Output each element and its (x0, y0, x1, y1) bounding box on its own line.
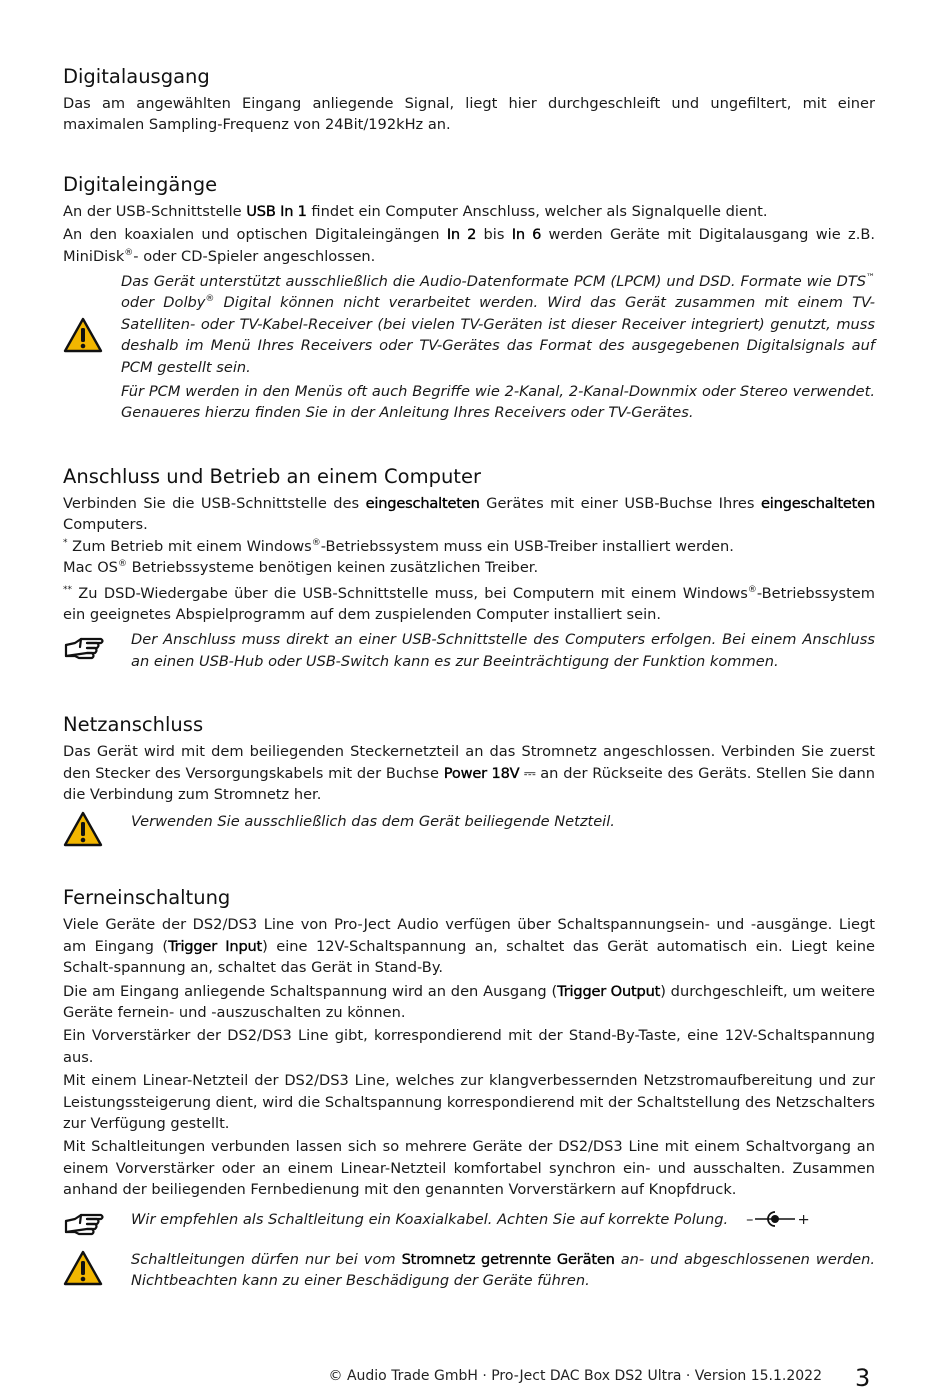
section-ferneinschaltung (63, 885, 875, 1291)
paragraph: An der USB-Schnittstelle USB In 1 findet ein Computer Anschluss, welcher als Signalquelle dient. (63, 202, 768, 220)
heading-digitalausgang: Digitalausgang (63, 65, 210, 88)
paragraph: Verbinden Sie die USB-Schnittstelle des eingeschalteten Gerätes mit einer USB-Buchse Ihres eingeschalteten Computers. (63, 494, 876, 534)
section-digitalausgang (63, 64, 875, 136)
paragraph: * Zum Betrieb mit einem Windows®-Betriebssystem muss ein USB-Treiber installiert werden. (63, 537, 734, 555)
warning-note: Schaltleitungen dürfen nur bei vom Stromnetz getrennte Geräten an- und abgeschlossenen werden. Nichtbeachten kann zu einer Beschädigung der Geräte führen. (63, 1249, 875, 1292)
heading-netzanschluss: Netzanschluss (63, 713, 204, 737)
heading-computer: Anschluss und Betrieb an einem Computer (63, 464, 481, 488)
document-page (63, 64, 875, 1291)
warning-triangle-icon (63, 1250, 103, 1290)
heading-ferneinschaltung: Ferneinschaltung (63, 886, 231, 910)
section-digitaleingaenge (63, 172, 875, 424)
paragraph: An den koaxialen und optischen Digitaleingängen In 2 bis In 6 werden Geräte mit Digitalausgang wie z.B. MiniDisk®- oder CD-Spieler angeschlossen. (63, 226, 875, 265)
pointing-hand-icon (63, 1209, 105, 1245)
section-computer (63, 464, 875, 672)
page-number: 3 (855, 1364, 871, 1392)
section-netzanschluss (63, 712, 875, 845)
paragraph: Mac OS® Betriebssysteme benötigen keinen zusätzlichen Treiber. (63, 559, 539, 577)
paragraph: Mit einem Linear-Netzteil der DS2/DS3 Line, welches zur klangverbessernden Netzstromaufbereitung und zur Leistungssteigerung dient, wird die Schaltspannung korrespondierend mit der Schaltstellung des Netzschalters zur Verfügung gestellt. (63, 1072, 875, 1132)
paragraph: Das am angewählten Eingang anliegende Signal, liegt hier durchgeschleift und ungefiltert, mit einer maximalen Sampling-Frequenz von 24Bit/192kHz an. (63, 95, 875, 134)
paragraph: Die am Eingang anliegende Schaltspannung wird an den Ausgang (Trigger Output) durchgeschleift, um weitere Geräte fernein- und -auszuschalten zu können. (63, 982, 875, 1021)
paragraph: ** Zu DSD-Wiedergabe über die USB-Schnittstelle muss, bei Computern mit einem Windows®-Betriebssystem ein geeignetes Abspielprogramm auf dem zuspielenden Computer installiert sein. (63, 584, 875, 623)
warning-note: Das Gerät unterstützt ausschließlich die Audio-Datenformate PCM (LPCM) und DSD. Formate wie DTS™ oder Dolby® Digital können nicht verarbeitet werden. Wird das Gerät zusammen mit einem TV-Satelliten- oder TV-Kabel-Receiver (bei vielen TV-Geräten ist dieser Receiver integriert) genutzt, muss deshalb im Menü Ihres Receivers oder TV-Gerätes das Format des ausgegebenen Digitalsignals auf PCM gestellt sein. Für PCM werden in den Menüs oft auch Begriffe wie 2-Kanal, 2-Kanal-Downmix oder Stereo verwendet. Genaueres hierzu finden Sie in der Anleitung Ihres Receivers oder TV-Gerätes. (63, 271, 875, 424)
page-footer (0, 1364, 950, 1394)
heading-digitaleingaenge: Digitaleingänge (63, 172, 218, 196)
pointing-hand-icon (63, 633, 105, 669)
warning-triangle-icon (63, 317, 103, 357)
hint-note: Wir empfehlen als Schaltleitung ein Koaxialkabel. Achten Sie auf korrekte Polung. – + (63, 1209, 875, 1239)
paragraph: Das Gerät wird mit dem beiliegenden Steckernetzteil an das Stromnetz angeschlossen. Verbinden Sie zuerst den Stecker des Versorgungskabels mit der Buchse Power 18V ⎓ an der Rückseite des Geräts. Stellen Sie dann die Verbindung zum Stromnetz her. (63, 743, 875, 803)
hint-note: Der Anschluss muss direkt an einer USB-Schnittstelle des Computers erfolgen. Bei einem Anschluss an einen USB-Hub oder USB-Switch kann es zur Beeinträchtigung der Funktion kommen. (63, 629, 875, 672)
paragraph: Viele Geräte der DS2/DS3 Line von Pro-Ject Audio verfügen über Schaltspannungsein- und -ausgänge. Liegt am Eingang (Trigger Input) eine 12V-Schaltspannung an, schaltet das Gerät automatisch ein. Liegt keine Schalt-spannung an, schaltet das Gerät in Stand-By. (63, 916, 875, 977)
footer-copyright: © Audio Trade GmbH · Pro-Ject DAC Box DS2 Ultra · Version 15.1.2022 (328, 1368, 822, 1384)
polarity-symbol-icon: – + (746, 1210, 810, 1228)
paragraph: Mit Schaltleitungen verbunden lassen sich so mehrere Geräte der DS2/DS3 Line mit einem Schaltvorgang an einem Vorverstärker oder an einem Linear-Netzteil komfortabel synchron ein- und ausschalten. Zusammen anhand der beiliegenden Fernbedienung mit den genannten Vorverstärkern auf Knopfdruck. (63, 1138, 875, 1199)
paragraph: Ein Vorverstärker der DS2/DS3 Line gibt, korrespondierend mit der Stand-By-Taste, eine 12V-Schaltspannung aus. (63, 1027, 875, 1066)
warning-note: Verwenden Sie ausschließlich das dem Gerät beiliegende Netzteil. (63, 811, 875, 845)
warning-triangle-icon (63, 811, 103, 851)
